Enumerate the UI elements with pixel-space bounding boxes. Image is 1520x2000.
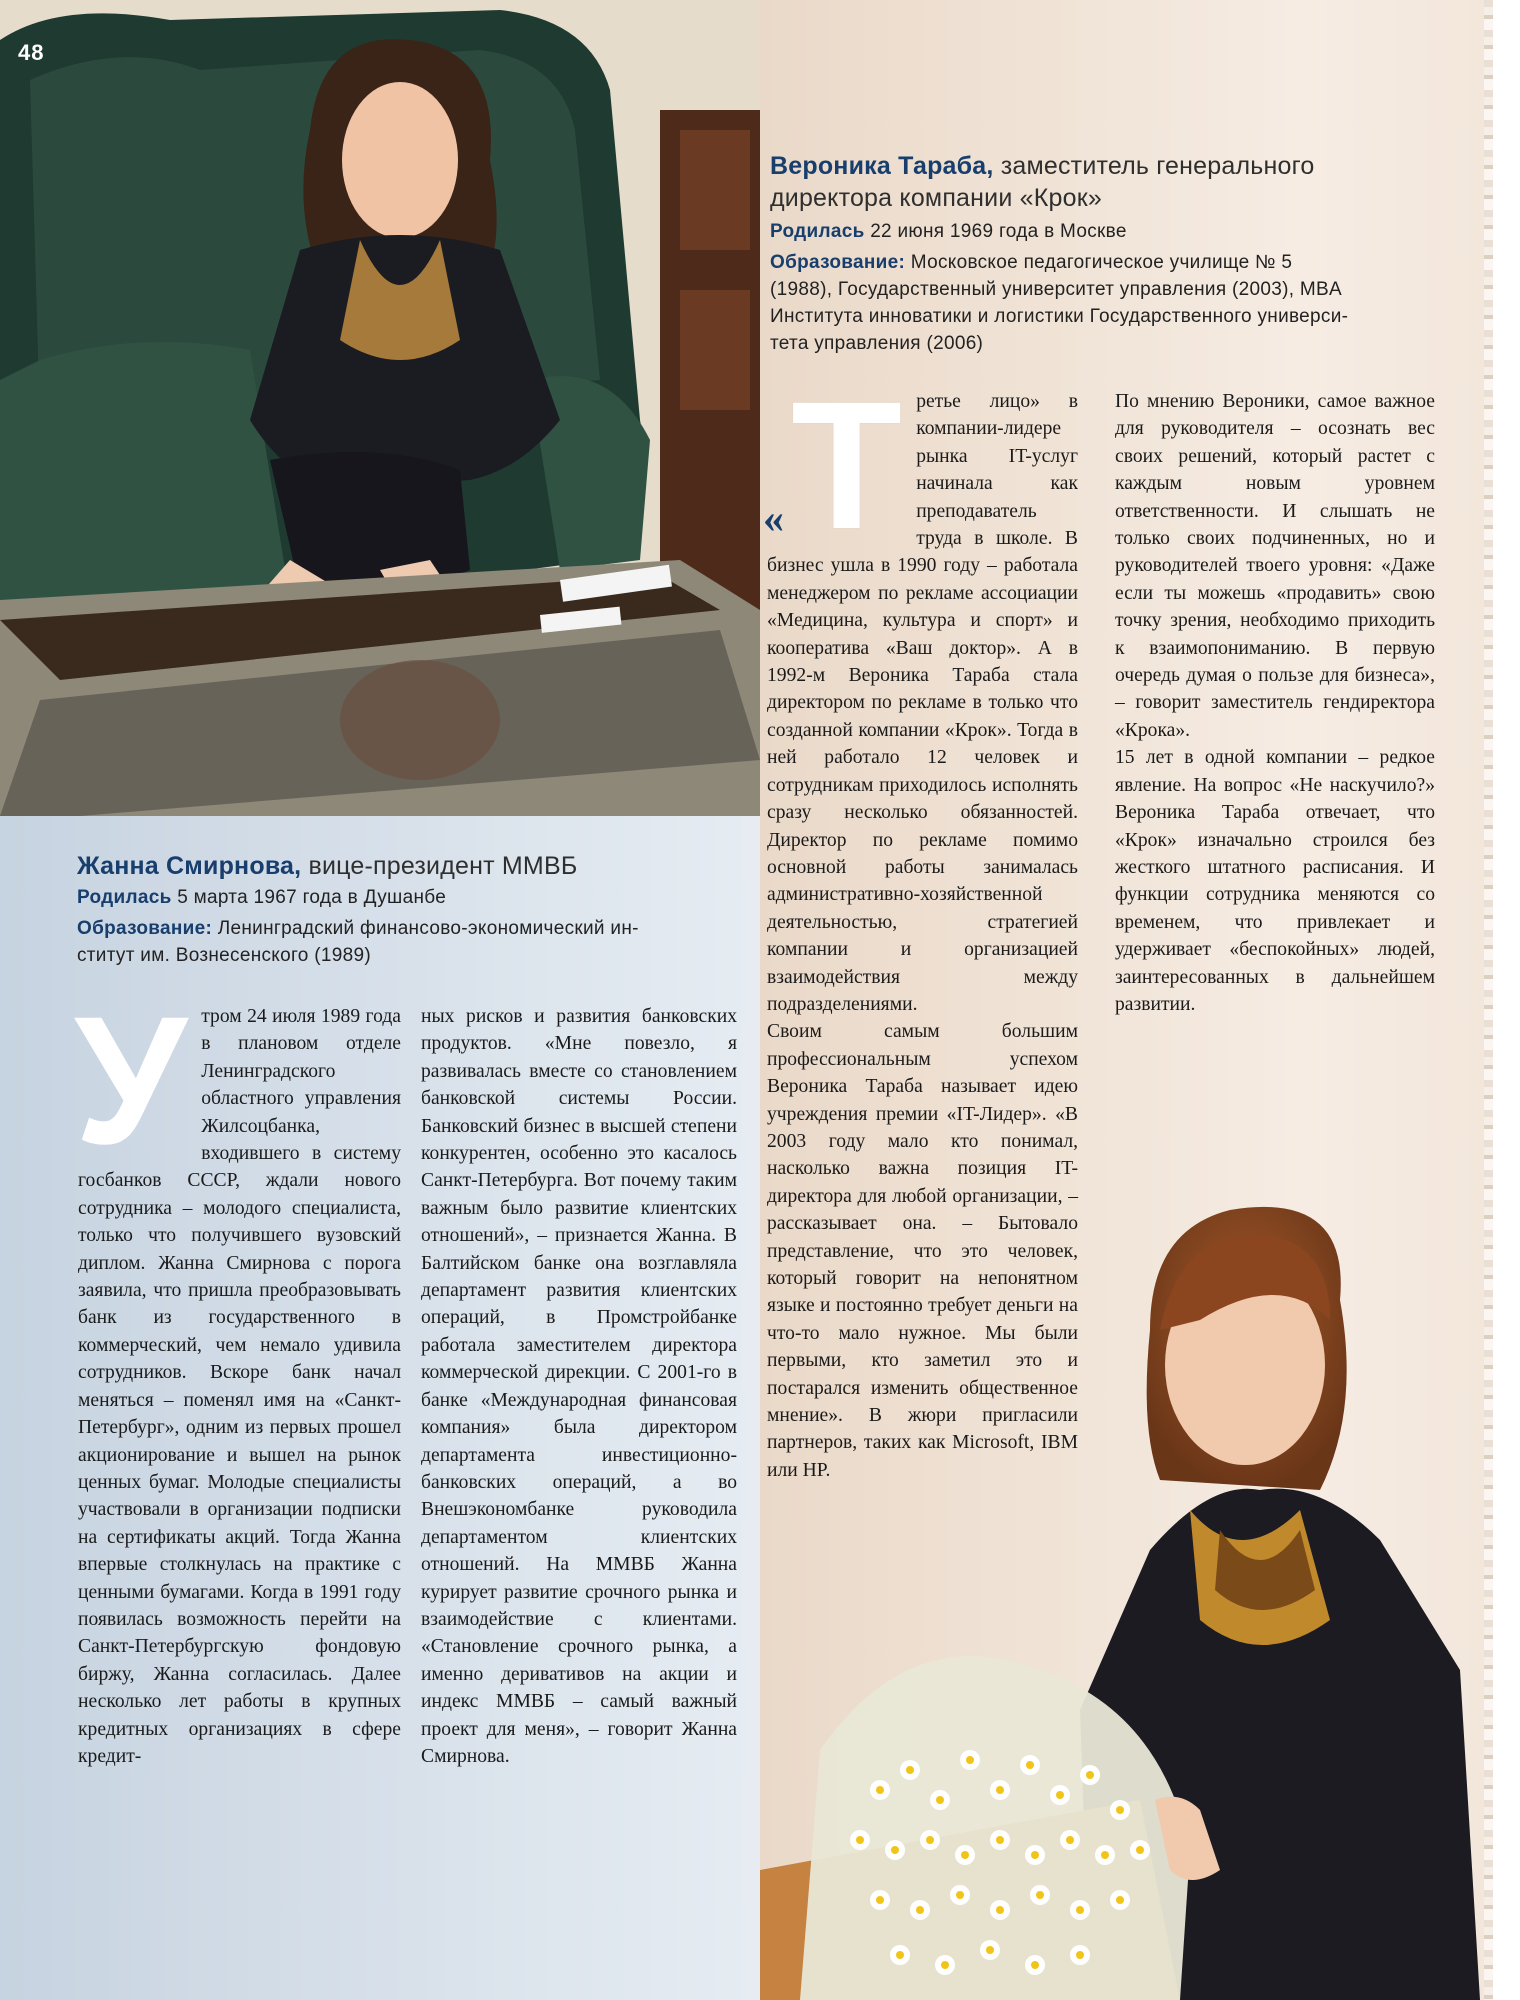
veronika-role-line1: заместитель генерального: [1000, 152, 1315, 180]
zhanna-edu-line2: ститут им. Вознесенского (1989): [77, 945, 371, 966]
veronika-edu-label: Образование:: [770, 252, 906, 273]
veronika-name: Вероника Тараба,: [770, 152, 994, 180]
page-margin: [1493, 0, 1520, 2000]
zhanna-bio: [77, 850, 757, 969]
zhanna-born-label: Родилась: [77, 887, 172, 908]
quote-mark: «: [763, 496, 784, 542]
veronika-bio: [770, 150, 1470, 357]
zhanna-col1-text: тром 24 июля 1989 года в плановом отделе Ленинградского областного управления Жилсоцбанка, входившего в систему госбанков СССР, ждали нового сотрудника – молодого специалиста, только что получившего вузовский диплом. Жанна Смирнова с порога заявила, что пришла преобразовывать банк из государственного в коммерческий, чем немало удивила сотрудников. Вскоре банк начал меняться – поменял имя на «Санкт-Петербург», одним из первых прошел акционирование и вышел на рынок ценных бумаг. Молодые специалисты участвовали в организации подписки на сертификаты акций. Тогда Жанна впервые столкнулась на практике с ценными бумагами. Когда в 1991 году появилась возможность перейти на Санкт-Петербургскую фондовую биржу, Жанна согласилась. Далее несколько лет работы в крупных кредитных организациях в сфере кредит-: [78, 1006, 401, 1767]
veronika-edu-line3: Института инноватики и логистики Государственного универси-: [770, 306, 1349, 327]
veronika-edu-line2: (1988), Государственный университет управления (2003), MBA: [770, 279, 1342, 300]
veronika-col2-p2: 15 лет в одной компании – редкое явление. На вопрос «Не наскучило?» Вероника Тараба отвечает, что «Крок» изначально строился без жесткого штатного расписания. И функции сотрудника меняются со временем, что привлекает и удерживает «беспокойных» людей, заинтересованных в дальнейшем развитии.: [1115, 747, 1435, 1015]
photo-illustration: [0, 0, 760, 816]
veronika-edu-line1: Московское педагогическое училище № 5: [910, 252, 1293, 273]
veronika-born-text: 22 июня 1969 года в Москве: [870, 221, 1127, 242]
veronika-role-line2: директора компании «Крок»: [770, 184, 1102, 212]
veronika-edu-line4: тета управления (2006): [770, 333, 984, 354]
zhanna-name: Жанна Смирнова,: [77, 852, 302, 880]
zhanna-edu-line1: Ленинградский финансово-экономический ин-: [217, 918, 639, 939]
zhanna-column-2: [421, 1003, 737, 1770]
veronika-born-label: Родилась: [770, 221, 865, 242]
page-number: 48: [18, 40, 45, 65]
zhanna-column-1: [74, 978, 401, 1770]
veronika-column-2: [1115, 388, 1435, 1018]
veronika-col1-p1: ретье лицо» в компании-лидере рынка IT-услуг начинала как преподаватель труда в школе. В бизнес ушла в 1990 году – работала менеджером по рекламе ассоциации «Медицина, культура и спорт» и кооператива «Ваш доктор». А в 1992-м Вероника Тараба стала директором по рекламе в только что созданной компании «Крок». Тогда в ней работало 12 человек и сотрудникам приходилось исполнять сразу несколько обязанностей. Директор по рекламе помимо основной работы занималась административно-хозяйственной деятельностью, стратегией компании и организацией взаимодействия между подразделениями.: [767, 391, 1078, 1015]
zhanna-role: вице-президент ММВБ: [308, 852, 578, 880]
zhanna-edu-label: Образование:: [77, 918, 213, 939]
photo-veronika-taraba: [760, 1150, 1484, 2000]
zhanna-col2-text: ных рисков и развития банковских продуктов. «Мне повезло, я развивалась вместе со становлением банковской системы России. Банковский бизнес в высшей степени конкурентен, особенно это касалось Санкт-Петербурга. Вот почему таким важным было развитие клиентских отношений», – признается Жанна. В Балтийском банке она возглавляла департамент развития клиентских операций, в Промстройбанке работала заместителем директора коммерческой дирекции. С 2001-го в банке «Международная финансовая компания» была директором департамента инвестиционно-банковских операций, а во Внешэкономбанке руководила департаментом клиентских отношений. На ММВБ Жанна курирует развитие срочного рынка и взаимодействие с клиентами. «Становление срочного рынка, а именно деривативов на акции и индекс ММВБ – самый важный проект для меня», – говорит Жанна Смирнова.: [421, 1006, 737, 1767]
veronika-col2-p1: По мнению Вероники, самое важное для руководителя – осознать вес своих решений, который растет с каждым новым уровнем ответственности. И слышать не только своих подчиненных, но и руководителей твоего уровня: «Даже если ты можешь «продавить» свою точку зрения, необходимо приходить к взаимопониманию. В первую очередь думая о пользе для бизнеса», – говорит заместитель гендиректора «Крока».: [1115, 391, 1435, 741]
zhanna-born-text: 5 марта 1967 года в Душанбе: [177, 887, 447, 908]
veronika-col1-p2: Своим самым большим профессиональным успехом Вероника Тараба называет идею учреждения премии «IT-Лидер». «В 2003 году мало кто понимал, насколько важна позиция IT-директора для любой организации, – рассказывает она. – Бытовало представление, что это человек, который говорит на непонятном языке и постоянно требует деньги на что-то мало нужное. Мы были первыми, кто заметил это и постарался изменить общественное мнение». В жюри пригласили партнеров, таких как Microsoft, IBM или HP.: [767, 1021, 1078, 1481]
veronika-dropcap: Т: [791, 363, 903, 567]
photo2-illustration: [760, 1150, 1484, 2000]
zhanna-dropcap: У: [74, 978, 188, 1182]
photo-zhanna-smirnova: [0, 0, 760, 816]
